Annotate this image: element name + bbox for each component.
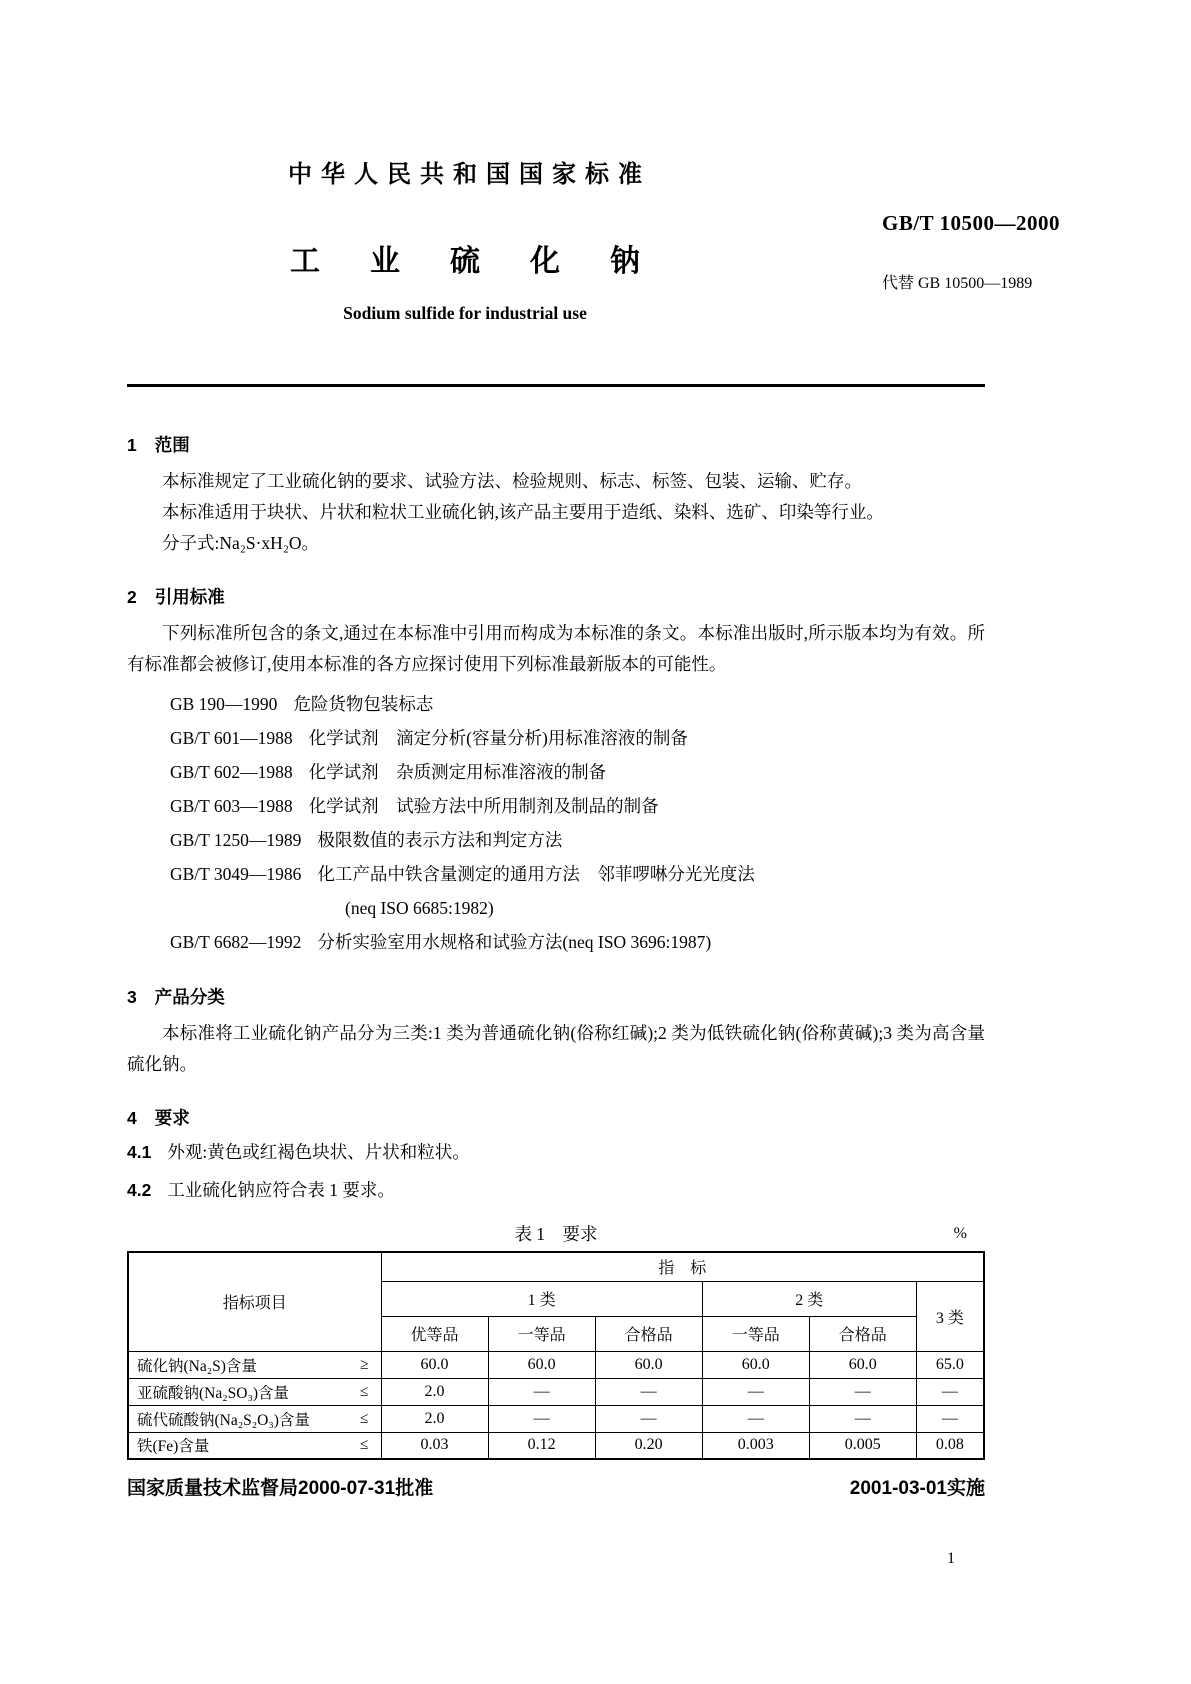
table-row xyxy=(128,1378,984,1405)
reference-title: 化学试剂 杂质测定用标准溶液的制备 xyxy=(308,762,607,782)
reference-list xyxy=(127,687,985,959)
standard-title-en: Sodium sulfide for industrial use xyxy=(343,303,587,323)
header-class-3: 3 类 xyxy=(916,1281,984,1351)
section-heading-classification xyxy=(127,985,985,1009)
relation-symbol: ≥ xyxy=(359,1355,369,1373)
classification-paragraph: 本标准将工业硫化钠产品分为三类:1 类为普通硫化钠(俗称红碱);2 类为低铁硫化钠(俗称黄碱);3 类为高含量硫化钠。 xyxy=(127,1023,985,1074)
standard-code: GB/T 10500—2000 xyxy=(882,211,1061,235)
header-indicator: 指 标 xyxy=(381,1252,984,1281)
reference-code: GB/T 602—1988 xyxy=(170,762,293,782)
approval-note: 国家质量技术监督局2000-07-31批准 xyxy=(127,1478,434,1499)
clause-4-2 xyxy=(127,1175,985,1206)
table-cell: — xyxy=(488,1405,595,1432)
table-caption-row xyxy=(127,1219,985,1249)
table-cell: — xyxy=(916,1405,984,1432)
header-item-column: 指标项目 xyxy=(128,1252,381,1351)
table-cell: 2.0 xyxy=(381,1405,488,1432)
reference-code: GB/T 1250—1989 xyxy=(170,830,302,850)
header-title-block xyxy=(127,160,803,324)
indicator-name: 亚硫酸钠(Na₂SO₃)含量 xyxy=(137,1384,290,1402)
section-scope xyxy=(127,433,985,559)
table-header-row-1 xyxy=(128,1252,984,1281)
section-title: 范围 xyxy=(154,435,190,455)
table-cell: 60.0 xyxy=(702,1351,809,1378)
references-intro-block xyxy=(127,618,985,680)
reference-title: (neq ISO 6685:1982) xyxy=(345,898,494,918)
table-row-label xyxy=(128,1405,381,1432)
references-intro: 下列标准所包含的条文,通过在本标准中引用而构成为本标准的条文。本标准出版时,所示版本均为有效。所有标准都会被修订,使用本标准的各方应探讨使用下列标准最新版本的可能性。 xyxy=(127,623,985,674)
table-row xyxy=(128,1405,984,1432)
indicator-name: 硫代硫酸钠(Na₂S₂O₃)含量 xyxy=(137,1411,310,1429)
section-heading-scope xyxy=(127,433,985,457)
header-grade: 优等品 xyxy=(381,1316,488,1351)
clause-text: 工业硫化钠应符合表 1 要求。 xyxy=(167,1180,395,1200)
table-cell: 60.0 xyxy=(809,1351,916,1378)
reference-item xyxy=(127,925,985,959)
table-cell: 60.0 xyxy=(488,1351,595,1378)
table-cell: 0.03 xyxy=(381,1432,488,1459)
header-grade: 一等品 xyxy=(702,1316,809,1351)
relation-symbol: ≤ xyxy=(359,1382,369,1400)
document-header xyxy=(127,160,1061,380)
indicator-name: 硫化钠(Na₂S)含量 xyxy=(137,1357,257,1375)
table-caption: 表 1 要求 xyxy=(514,1224,598,1244)
clause-4-1 xyxy=(127,1137,985,1168)
page-number: 1 xyxy=(947,1550,955,1567)
document-footer xyxy=(127,1476,985,1502)
table-cell: 0.08 xyxy=(916,1432,984,1459)
section-title: 引用标准 xyxy=(154,587,225,607)
header-grade: 一等品 xyxy=(488,1316,595,1351)
requirements-table xyxy=(127,1251,985,1460)
reference-item xyxy=(127,721,985,755)
reference-code: GB/T 6682—1992 xyxy=(170,932,302,952)
reference-code: GB 190—1990 xyxy=(170,694,278,714)
table-cell: 60.0 xyxy=(381,1351,488,1378)
reference-title: 危险货物包装标志 xyxy=(293,694,434,714)
table-cell: — xyxy=(809,1405,916,1432)
reference-item xyxy=(127,857,985,891)
table-cell: 2.0 xyxy=(381,1378,488,1405)
reference-title: 化学试剂 滴定分析(容量分析)用标准溶液的制备 xyxy=(308,728,688,748)
table-row-label xyxy=(128,1351,381,1378)
standard-code-block xyxy=(882,210,1060,294)
table-cell: — xyxy=(702,1378,809,1405)
table-cell: — xyxy=(702,1405,809,1432)
header-class-2: 2 类 xyxy=(702,1281,916,1316)
table-unit: % xyxy=(953,1225,967,1242)
section-title: 要求 xyxy=(154,1108,190,1128)
scope-paragraph-1: 本标准规定了工业硫化钠的要求、试验方法、检验规则、标志、标签、包装、运输、贮存。 xyxy=(162,471,862,491)
header-class-1: 1 类 xyxy=(381,1281,702,1316)
section-classification xyxy=(127,985,985,1080)
reference-title: 化工产品中铁含量测定的通用方法 邻菲啰啉分光光度法 xyxy=(317,864,755,884)
indicator-name: 铁(Fe)含量 xyxy=(137,1438,210,1456)
table-cell: — xyxy=(595,1378,702,1405)
reference-item xyxy=(127,755,985,789)
table-cell: — xyxy=(488,1378,595,1405)
table-cell: 60.0 xyxy=(595,1351,702,1378)
reference-item xyxy=(127,687,985,721)
table-cell: — xyxy=(595,1405,702,1432)
reference-title: 分析实验室用水规格和试验方法(neq ISO 3696:1987) xyxy=(317,932,712,952)
reference-item-continuation xyxy=(127,891,985,925)
header-grade: 合格品 xyxy=(595,1316,702,1351)
section-heading-references xyxy=(127,585,985,609)
section-title: 产品分类 xyxy=(154,987,225,1007)
national-standard-heading: 中华人民共和国国家标准 xyxy=(288,161,651,188)
table-row-label xyxy=(128,1378,381,1405)
reference-item xyxy=(127,789,985,823)
molecular-formula: 分子式:Na₂S·xH₂O。 xyxy=(162,533,320,553)
table-row xyxy=(128,1351,984,1378)
reference-title: 化学试剂 试验方法中所用制剂及制品的制备 xyxy=(308,796,659,816)
clause-text: 外观:黄色或红褐色块状、片状和粒状。 xyxy=(167,1142,470,1162)
table-cell: — xyxy=(916,1378,984,1405)
relation-symbol: ≤ xyxy=(359,1409,369,1427)
clause-number: 4.2 xyxy=(127,1180,152,1200)
header-grade: 合格品 xyxy=(809,1316,916,1351)
classification-paragraphs xyxy=(127,1018,985,1080)
section-number: 3 xyxy=(127,987,137,1007)
table-row-label xyxy=(128,1432,381,1459)
standard-title-cn: 工业硫化钠 xyxy=(290,245,690,278)
table-cell: 0.20 xyxy=(595,1432,702,1459)
table-cell: 0.003 xyxy=(702,1432,809,1459)
scope-paragraphs xyxy=(127,466,985,559)
table-cell: 0.12 xyxy=(488,1432,595,1459)
scope-paragraph-2: 本标准适用于块状、片状和粒状工业硫化钠,该产品主要用于造纸、染料、选矿、印染等行业。 xyxy=(162,502,884,522)
section-number: 4 xyxy=(127,1108,137,1128)
section-requirements xyxy=(127,1106,985,1206)
relation-symbol: ≤ xyxy=(359,1436,369,1454)
reference-code: GB/T 603—1988 xyxy=(170,796,293,816)
section-number: 2 xyxy=(127,587,137,607)
reference-title: 极限数值的表示方法和判定方法 xyxy=(317,830,563,850)
section-heading-requirements xyxy=(127,1106,985,1130)
section-number: 1 xyxy=(127,435,137,455)
implementation-note: 2001-03-01实施 xyxy=(849,1478,985,1499)
section-references xyxy=(127,585,985,959)
title-divider-rule xyxy=(127,384,985,387)
reference-code: GB/T 3049—1986 xyxy=(170,864,302,884)
table-row xyxy=(128,1432,984,1459)
table-cell: 65.0 xyxy=(916,1351,984,1378)
replaces-note: 代替 GB 10500—1989 xyxy=(882,275,1033,292)
table-cell: 0.005 xyxy=(809,1432,916,1459)
reference-item xyxy=(127,823,985,857)
reference-code: GB/T 601—1988 xyxy=(170,728,293,748)
clause-number: 4.1 xyxy=(127,1142,152,1162)
table-cell: — xyxy=(809,1378,916,1405)
